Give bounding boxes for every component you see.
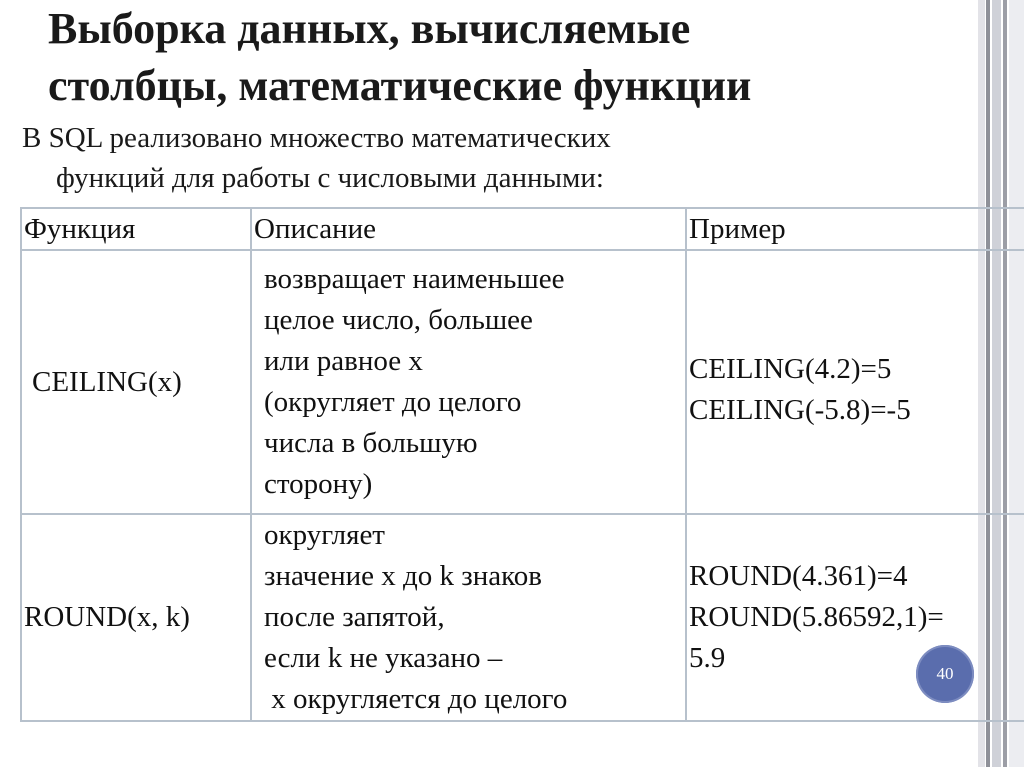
description-line: x округляется до целого bbox=[264, 683, 568, 715]
function-name-cell: ROUND(x, k) bbox=[21, 514, 251, 721]
header-example: Пример bbox=[686, 208, 1024, 250]
description-line: округляет bbox=[264, 519, 385, 551]
description-line: (округляет до целого bbox=[264, 386, 522, 418]
function-name-cell: CEILING(x) bbox=[21, 250, 251, 514]
header-description: Описание bbox=[251, 208, 686, 250]
intro-line-2: функций для работы с числовыми данными: bbox=[56, 162, 604, 194]
functions-table bbox=[20, 207, 1024, 722]
description-cell bbox=[251, 250, 686, 514]
description-line: если k не указано – bbox=[264, 642, 503, 674]
description-line: или равное x bbox=[264, 345, 423, 377]
example-cell bbox=[686, 514, 1024, 721]
slide-title-line-2: столбцы, математические функции bbox=[48, 61, 752, 110]
description-line: целое число, большее bbox=[264, 304, 533, 336]
example-line: CEILING(4.2)=5 bbox=[689, 353, 892, 385]
description-line: после запятой, bbox=[264, 601, 445, 633]
example-cell bbox=[686, 250, 1024, 514]
table-header-row bbox=[21, 208, 1024, 250]
example-line: ROUND(5.86592,1)= bbox=[689, 601, 944, 633]
table-row bbox=[21, 250, 1024, 514]
intro-line-1: В SQL реализовано множество математических bbox=[22, 122, 611, 154]
description-line: числа в большую bbox=[264, 427, 478, 459]
example-line: ROUND(4.361)=4 bbox=[689, 560, 908, 592]
example-line: CEILING(-5.8)=-5 bbox=[689, 394, 911, 426]
page-number-badge bbox=[916, 645, 974, 703]
intro-text bbox=[22, 118, 942, 198]
description-cell bbox=[251, 514, 686, 721]
slide-title bbox=[48, 0, 968, 114]
description-line: сторону) bbox=[264, 468, 373, 500]
description-line: значение x до k знаков bbox=[264, 560, 542, 592]
table-row bbox=[21, 514, 1024, 721]
slide-title-line-1: Выборка данных, вычисляемые bbox=[48, 4, 691, 53]
example-line: 5.9 bbox=[689, 642, 726, 674]
header-function: Функция bbox=[21, 208, 251, 250]
page-number: 40 bbox=[936, 664, 954, 683]
description-line: возвращает наименьшее bbox=[264, 263, 565, 295]
